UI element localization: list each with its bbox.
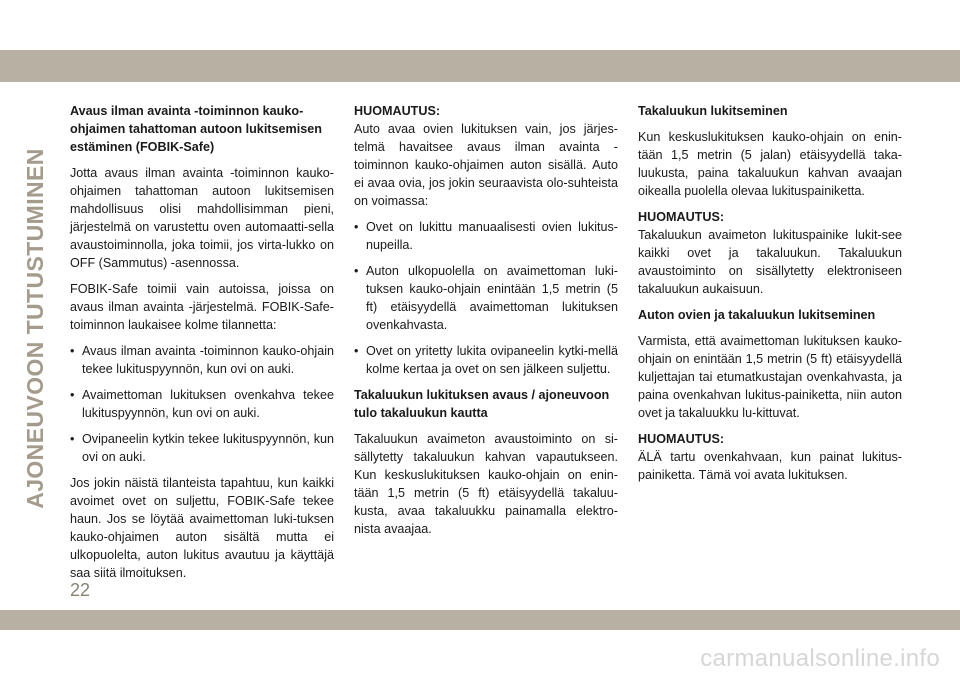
paragraph: FOBIK-Safe toimii vain autoissa, joissa on avaus ilman avainta -järjestelmä. FOBIK-Safe-toiminnon laukaisee kolme tilannetta: xyxy=(70,282,334,332)
section-heading: Auton ovien ja takaluukun lukitseminen xyxy=(638,308,876,322)
section-heading: Takaluukun lukitseminen xyxy=(638,104,788,118)
bullet-list xyxy=(354,218,618,378)
list-item: • Ovipaneelin kytkin tekee lukituspyynnön, kun ovi on auki. xyxy=(70,430,334,466)
paragraph: Kun keskuslukituksen kauko-ohjain on enin-tään 1,5 metrin (5 jalan) etäisyydellä taka-luukusta, paina takaluukun kahvan avaajan oikealla puolella olevaa lukituspainiketta. xyxy=(638,130,902,198)
note-heading: HUOMAUTUS: xyxy=(638,210,725,224)
paragraph: Jos jokin näistä tilanteista tapahtuu, kun kaikki avoimet ovet on suljettu, FOBIK-Safe tekee haun. Jos se löytää avaimettoman luki-tuksen kauko-ohjaimen auton sisältä mutta ei ulkopuolelta, auton lukitus avautuu ja käyttäjä saa siitä ilmoituksen. xyxy=(70,476,334,580)
section-tab-label: AJONEUVOON TUTUSTUMINEN xyxy=(21,147,48,509)
header-band xyxy=(0,50,960,82)
note-block xyxy=(638,208,902,298)
watermark: carmanualsonline.info xyxy=(700,645,940,672)
note-block xyxy=(354,102,618,210)
list-item: • Auton ulkopuolella on avaimettoman luki-tuksen kauko-ohjain enintään 1,5 metrin (5 ft) etäisyydellä avaimettoman lukituksen ovenkahvasta. xyxy=(354,262,618,334)
note-heading: HUOMAUTUS: xyxy=(638,432,725,446)
note-heading: HUOMAUTUS: xyxy=(354,104,441,118)
note-block xyxy=(638,430,902,484)
column-3 xyxy=(638,102,902,492)
page-number: 22 xyxy=(70,580,91,600)
note-text: Takaluukun avaimeton lukituspainike lukit-see kaikki ovet ja takaluukun. Takaluukun avaustoiminto on sisällytetty elektroniseen takaluukun aukaisuun. xyxy=(638,228,902,296)
list-item: • Ovet on yritetty lukita ovipaneelin kytki-mellä kolme kertaa ja ovet on sen jälkeen suljettu. xyxy=(354,342,618,378)
column-1 xyxy=(70,102,334,590)
paragraph: Varmista, että avaimettoman lukituksen kauko-ohjain on enintään 1,5 metrin (5 ft) etäisyydellä kuljettajan tai etumatkustajan ovenkahvasta, ja paina ovenkahvan lukitus-painiketta, niin auton ovet ja takaluukku lu-kittuvat. xyxy=(638,334,902,420)
paragraph: Jotta avaus ilman avainta -toiminnon kauko-ohjaimen tahattoman autoon lukitsemisen mahdollisuus olisi mahdollisimman pieni, järjestelmä on varustettu oven automaatti-sella avaustoiminnolla, joka toimii, jos virta-lukko on OFF (Sammutus) -asennossa. xyxy=(70,166,334,270)
section-heading: Takaluukun lukituksen avaus / ajoneuvoon tulo takaluukun kautta xyxy=(354,388,610,420)
section-tab xyxy=(20,93,50,563)
section-heading: Avaus ilman avainta -toiminnon kauko-ohjaimen tahattoman autoon lukitsemisen estäminen (FOBIK-Safe) xyxy=(70,104,322,154)
footer-band xyxy=(0,610,960,630)
list-item: • Avaus ilman avainta -toiminnon kauko-ohjain tekee lukituspyynnön, kun ovi on auki. xyxy=(70,342,334,378)
list-item: • Ovet on lukittu manuaalisesti ovien lukitus-nupeilla. xyxy=(354,218,618,254)
column-2 xyxy=(354,102,618,546)
list-item: • Avaimettoman lukituksen ovenkahva tekee lukituspyynnön, kun ovi on auki. xyxy=(70,386,334,422)
note-text: ÄLÄ tartu ovenkahvaan, kun painat lukitus-painiketta. Tämä voi avata lukituksen. xyxy=(638,450,902,482)
note-text: Auto avaa ovien lukituksen vain, jos järjes-telmä havaitsee avaus ilman avainta -toiminnon kauko-ohjaimen auton sisällä. Auto ei avaa ovia, jos jokin seuraavista olo-suhteista on voimassa: xyxy=(354,122,618,208)
paragraph: Takaluukun avaimeton avaustoiminto on si-sällytetty takaluukun kahvan vapautukseen. Kun keskuslukituksen kauko-ohjain on enin-tään 1,5 metrin (5 ft) etäisyydellä takaluu-kusta, avaa takaluukku painamalla elektro-nista avaajaa. xyxy=(354,432,618,536)
bullet-list xyxy=(70,342,334,466)
